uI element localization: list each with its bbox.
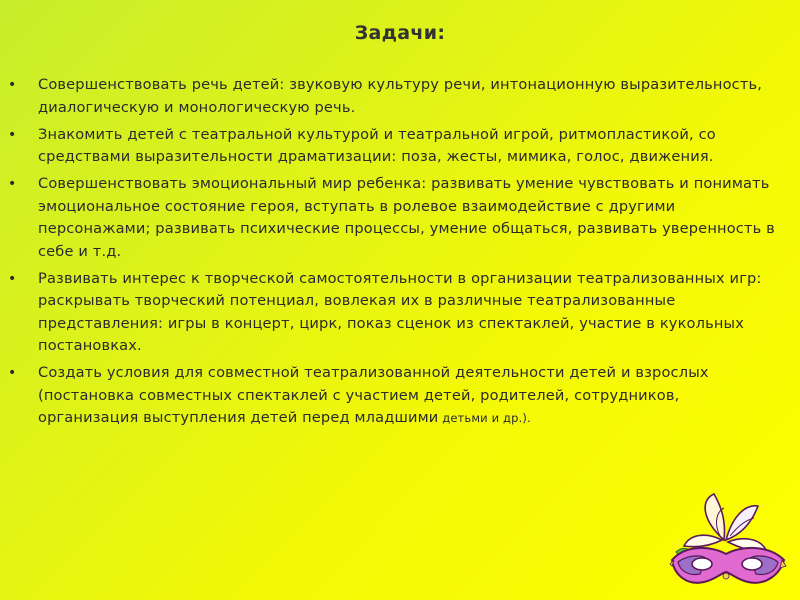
task-item <box>8 362 778 430</box>
task-text-main: Создать условия для совместной театрализованной деятельности детей и взрослых (постановка совместных спектаклей с участием детей, родителей, сотрудников, организация выступления детей перед младшими <box>38 364 709 426</box>
bullet-icon: • <box>8 270 17 287</box>
slide-title: Задачи: <box>354 22 446 44</box>
bullet-icon: • <box>8 77 17 93</box>
theater-mask-icon <box>662 490 792 590</box>
bullet-icon: • <box>8 176 17 192</box>
task-item <box>8 173 778 263</box>
task-item <box>8 124 778 169</box>
task-text <box>38 362 778 430</box>
task-item <box>8 74 778 119</box>
bullet-icon: • <box>8 126 17 143</box>
task-text-tail: детьми и др.). <box>438 411 531 425</box>
bullet-icon: • <box>8 365 17 381</box>
task-text: Совершенствовать речь детей: звуковую культуру речи, интонационную выразительность, диалогическую и монологическую речь. <box>38 76 763 116</box>
task-text: Знакомить детей с театральной культурой и театральной игрой, ритмопластикой, со средствами выразительности драматизации: поза, жесты, мимика, голос, движения. <box>38 125 716 165</box>
task-text: Совершенствовать эмоциональный мир ребенка: развивать умение чувствовать и понимать эмоциональное состояние героя, вступать в ролевое взаимодействие с другими персонажами; развивать психические процессы, умение общаться, развивать уверенность в себе и т.д. <box>38 175 775 260</box>
task-text: Развивать интерес к творческой самостоятельности в организации театрализованных игр: раскрывать творческий потенциал, вовлекая их в различные театрализованные представления: игры в концерт, цирк, показ сценок из спектаклей, участие в кукольных постановках. <box>38 269 762 354</box>
task-item <box>8 268 778 358</box>
task-list <box>8 74 778 434</box>
